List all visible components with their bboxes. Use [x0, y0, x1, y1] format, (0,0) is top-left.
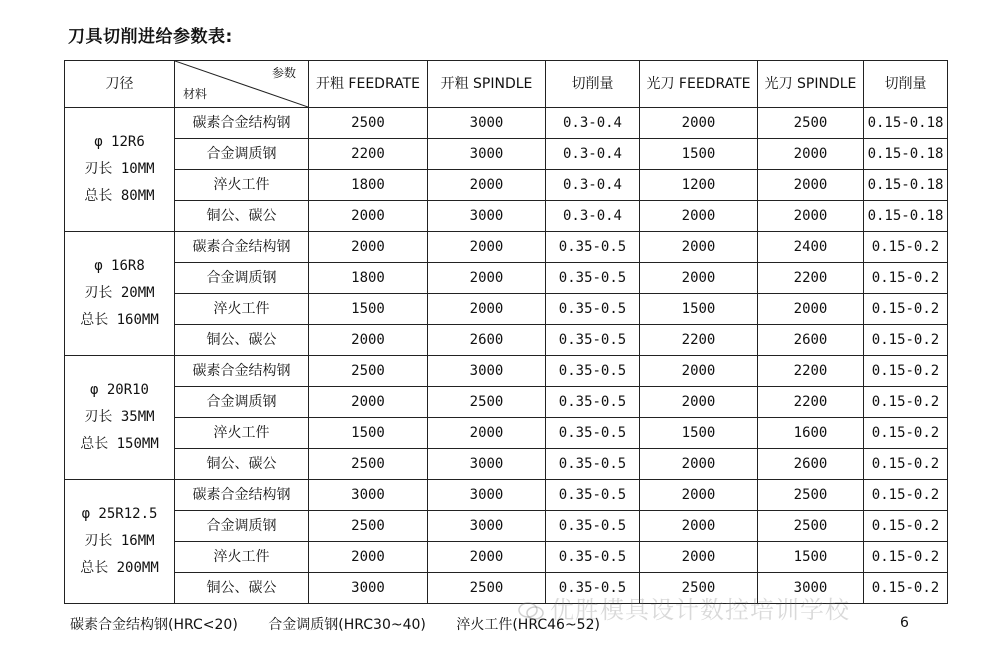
value-cell: 0.15-0.2	[864, 325, 948, 356]
diag-param-label: 参数	[271, 66, 296, 80]
table-row	[65, 139, 948, 170]
value-cell: 2000	[640, 449, 758, 480]
watermark-text: 优胜模具设计数控培训学校	[550, 596, 850, 624]
material-cell: 碳素合金结构钢	[175, 356, 309, 387]
value-cell: 0.3-0.4	[546, 108, 640, 139]
value-cell: 2000	[640, 201, 758, 232]
value-cell: 0.15-0.2	[864, 449, 948, 480]
value-cell: 0.35-0.5	[546, 480, 640, 511]
table-row	[65, 387, 948, 418]
value-cell: 2500	[758, 480, 864, 511]
value-cell: 0.15-0.18	[864, 201, 948, 232]
value-cell: 0.35-0.5	[546, 356, 640, 387]
table-row	[65, 232, 948, 263]
value-cell: 0.35-0.5	[546, 511, 640, 542]
value-cell: 1500	[640, 294, 758, 325]
tool-spec-line: φ 16R8	[94, 258, 145, 274]
value-cell: 0.35-0.5	[546, 263, 640, 294]
tool-spec-cell	[65, 356, 175, 480]
value-cell: 3000	[428, 480, 546, 511]
watermark	[518, 590, 850, 625]
tool-spec-cell	[65, 108, 175, 232]
value-cell: 3000	[428, 449, 546, 480]
value-cell: 2500	[309, 449, 428, 480]
material-cell: 合金调质钢	[175, 139, 309, 170]
value-cell: 0.15-0.2	[864, 573, 948, 604]
table-row	[65, 418, 948, 449]
value-cell: 2500	[428, 387, 546, 418]
value-cell: 2200	[640, 325, 758, 356]
value-cell: 2200	[309, 139, 428, 170]
value-cell: 0.35-0.5	[546, 325, 640, 356]
value-cell: 1500	[640, 139, 758, 170]
value-cell: 2000	[640, 480, 758, 511]
material-cell: 碳素合金结构钢	[175, 108, 309, 139]
value-cell: 0.15-0.2	[864, 263, 948, 294]
table-row	[65, 170, 948, 201]
tool-column-header: 刀径	[65, 61, 175, 108]
value-cell: 0.15-0.2	[864, 418, 948, 449]
value-cell: 0.35-0.5	[546, 418, 640, 449]
value-cell: 0.35-0.5	[546, 232, 640, 263]
material-cell: 碳素合金结构钢	[175, 232, 309, 263]
tool-spec-line: φ 12R6	[94, 134, 145, 150]
tool-spec-line: 刃长 20MM	[84, 285, 155, 301]
material-cell: 合金调质钢	[175, 511, 309, 542]
table-row	[65, 511, 948, 542]
value-cell: 2500	[758, 108, 864, 139]
material-cell: 淬火工件	[175, 542, 309, 573]
value-cell: 2500	[309, 356, 428, 387]
value-cell: 2600	[758, 325, 864, 356]
footer-note: 合金调质钢(HRC30~40)	[268, 617, 426, 633]
value-cell: 0.15-0.2	[864, 511, 948, 542]
value-cell: 2200	[758, 263, 864, 294]
material-cell: 铜公、碳公	[175, 449, 309, 480]
tool-spec-line: 总长 160MM	[80, 312, 159, 328]
table-row	[65, 480, 948, 511]
value-cell: 3000	[428, 201, 546, 232]
value-cell: 1800	[309, 263, 428, 294]
value-cell: 2000	[428, 232, 546, 263]
value-cell: 0.15-0.2	[864, 232, 948, 263]
value-cell: 2600	[428, 325, 546, 356]
tool-spec-cell	[65, 480, 175, 604]
cutting-parameter-table	[64, 60, 948, 604]
value-cell: 2000	[428, 170, 546, 201]
material-cell: 碳素合金结构钢	[175, 480, 309, 511]
value-cell: 0.15-0.18	[864, 170, 948, 201]
value-cell: 0.15-0.2	[864, 480, 948, 511]
table-header-row	[65, 61, 948, 108]
value-cell: 2000	[309, 325, 428, 356]
value-cell: 2000	[640, 387, 758, 418]
value-cell: 0.3-0.4	[546, 170, 640, 201]
value-cell: 1500	[309, 418, 428, 449]
value-cell: 0.3-0.4	[546, 201, 640, 232]
value-cell: 3000	[758, 573, 864, 604]
table-row	[65, 263, 948, 294]
value-cell: 2500	[309, 108, 428, 139]
value-cell: 2200	[758, 356, 864, 387]
value-cell: 2000	[640, 356, 758, 387]
value-cell: 2000	[758, 201, 864, 232]
tool-spec-line: φ 25R12.5	[81, 506, 158, 522]
tool-spec-line: 刃长 16MM	[84, 533, 155, 549]
material-cell: 淬火工件	[175, 294, 309, 325]
value-cell: 3000	[428, 511, 546, 542]
tool-spec-cell	[65, 232, 175, 356]
value-cell: 2000	[309, 232, 428, 263]
value-cell: 0.15-0.2	[864, 542, 948, 573]
value-cell: 2000	[428, 263, 546, 294]
value-cell: 2200	[758, 387, 864, 418]
table-row	[65, 542, 948, 573]
value-cell: 2000	[640, 511, 758, 542]
value-cell: 2000	[758, 139, 864, 170]
value-cell: 0.35-0.5	[546, 449, 640, 480]
value-cell: 1800	[309, 170, 428, 201]
value-cell: 0.3-0.4	[546, 139, 640, 170]
value-cell: 1600	[758, 418, 864, 449]
table-row	[65, 294, 948, 325]
value-cell: 0.15-0.18	[864, 139, 948, 170]
value-cell: 0.15-0.2	[864, 356, 948, 387]
value-cell: 1500	[309, 294, 428, 325]
page-title: 刀具切削进给参数表:	[68, 27, 233, 47]
footer-note: 碳素合金结构钢(HRC<20)	[70, 617, 238, 633]
value-cell: 3000	[309, 480, 428, 511]
material-cell: 淬火工件	[175, 418, 309, 449]
value-cell: 2500	[428, 573, 546, 604]
value-cell: 2000	[428, 294, 546, 325]
tool-spec-line: 总长 150MM	[80, 436, 159, 452]
value-cell: 2000	[309, 387, 428, 418]
table-row	[65, 325, 948, 356]
value-cell: 0.35-0.5	[546, 573, 640, 604]
tool-spec-line: 总长 200MM	[80, 560, 159, 576]
value-cell: 1500	[640, 418, 758, 449]
value-cell: 2000	[758, 170, 864, 201]
page-number: 6	[900, 615, 909, 631]
col-header-rough-feedrate: 开粗 FEEDRATE	[309, 61, 428, 108]
col-header-finish-spindle: 光刀 SPINDLE	[758, 61, 864, 108]
material-cell: 铜公、碳公	[175, 573, 309, 604]
value-cell: 0.15-0.2	[864, 387, 948, 418]
value-cell: 2600	[758, 449, 864, 480]
diag-material-label: 材料	[183, 87, 208, 101]
value-cell: 1200	[640, 170, 758, 201]
tool-spec-line: 刃长 10MM	[84, 161, 155, 177]
material-cell: 合金调质钢	[175, 387, 309, 418]
col-header-finish-depth: 切削量	[864, 61, 948, 108]
col-header-rough-spindle: 开粗 SPINDLE	[428, 61, 546, 108]
table-row	[65, 108, 948, 139]
value-cell: 3000	[428, 108, 546, 139]
value-cell: 2500	[309, 511, 428, 542]
value-cell: 0.15-0.18	[864, 108, 948, 139]
value-cell: 2000	[758, 294, 864, 325]
table-row	[65, 356, 948, 387]
tool-spec-line: 刃长 35MM	[84, 409, 155, 425]
value-cell: 0.35-0.5	[546, 542, 640, 573]
value-cell: 0.35-0.5	[546, 294, 640, 325]
material-cell: 合金调质钢	[175, 263, 309, 294]
table-row	[65, 201, 948, 232]
footer-note: 淬火工件(HRC46~52)	[456, 617, 600, 633]
value-cell: 3000	[309, 573, 428, 604]
col-header-rough-depth: 切削量	[546, 61, 640, 108]
value-cell: 0.15-0.2	[864, 294, 948, 325]
value-cell: 2000	[309, 201, 428, 232]
value-cell: 0.35-0.5	[546, 387, 640, 418]
value-cell: 2000	[640, 263, 758, 294]
material-cell: 铜公、碳公	[175, 325, 309, 356]
value-cell: 2500	[640, 573, 758, 604]
col-header-finish-feedrate: 光刀 FEEDRATE	[640, 61, 758, 108]
value-cell: 3000	[428, 356, 546, 387]
value-cell: 1500	[758, 542, 864, 573]
value-cell: 2000	[428, 542, 546, 573]
value-cell: 3000	[428, 139, 546, 170]
tool-spec-line: φ 20R10	[89, 382, 149, 398]
material-cell: 淬火工件	[175, 170, 309, 201]
table-row	[65, 449, 948, 480]
value-cell: 2500	[758, 511, 864, 542]
value-cell: 2000	[640, 108, 758, 139]
material-cell: 铜公、碳公	[175, 201, 309, 232]
value-cell: 2000	[640, 542, 758, 573]
diagonal-header-cell	[175, 61, 309, 108]
value-cell: 2000	[428, 418, 546, 449]
value-cell: 2000	[309, 542, 428, 573]
value-cell: 2000	[640, 232, 758, 263]
wechat-icon	[518, 601, 544, 621]
value-cell: 2400	[758, 232, 864, 263]
tool-spec-line: 总长 80MM	[84, 188, 155, 204]
